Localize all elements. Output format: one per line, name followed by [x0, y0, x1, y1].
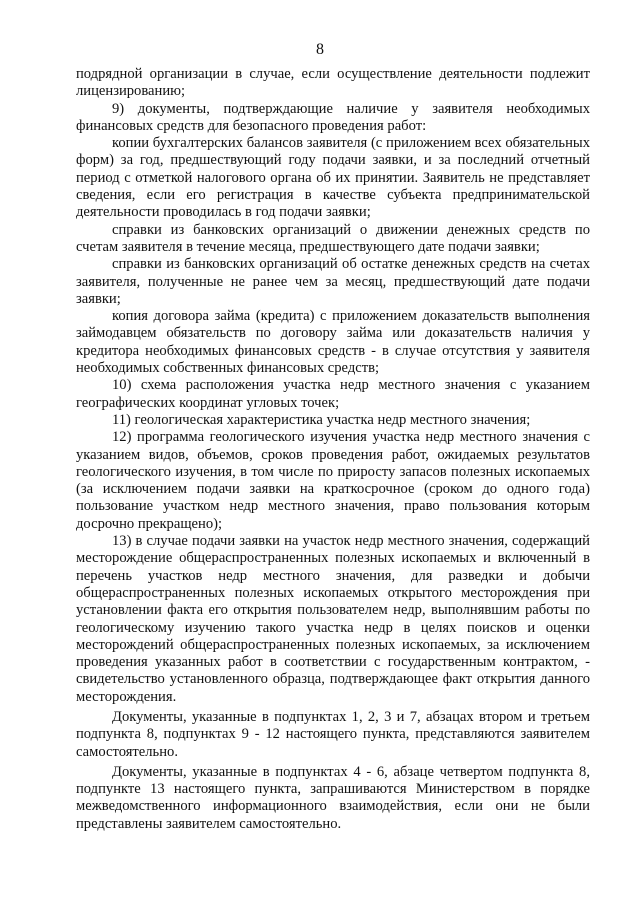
paragraph-self-submitted: Документы, указанные в подпунктах 1, 2, 3 и 7, абзацах втором и третьем подпункта 8, подпунктах 9 - 12 настоящего пункта, представляются заявителем самостоятельно.	[76, 708, 590, 760]
paragraph-interagency-requested: Документы, указанные в подпунктах 4 - 6, абзаце четвертом подпункта 8, подпункте 13 настоящего пункта, запрашиваются Министерством в порядке межведомственного информационного взаимодействия, если они не были представлены заявителем самостоятельно.	[76, 763, 590, 832]
paragraph-item-13: 13) в случае подачи заявки на участок недр местного значения, содержащий месторождение общераспространенных полезных ископаемых и включенный в перечень участков недр местного значения, для разведки и добычи общераспространенных полезных ископаемых открытого месторождения при установлении факта его открытия пользователем недр, выполнявшим работы по геологическому изучению такого участка недр в целях поисков и оценки месторождений общераспространенных полезных ископаемых, за исключением проведения указанных работ в соответствии с государственным контрактом, - свидетельство установленного образца, подтверждающее факт открытия данного месторождения.	[76, 533, 590, 705]
paragraph-loan-copy: копия договора займа (кредита) с приложением доказательств выполнения займодавцем обязательств по договору займа или доказательств наличия у кредитора необходимых финансовых средств - в случае отсутствия у заявителя необходимых собственных финансовых средств;	[76, 308, 590, 377]
paragraph-continuation: подрядной организации в случае, если осуществление деятельности подлежит лицензированию;	[76, 66, 590, 100]
document-body	[76, 66, 590, 833]
paragraph-bank-movement: справки из банковских организаций о движении денежных средств по счетам заявителя в течение месяца, предшествующего дате подачи заявки;	[76, 221, 590, 255]
paragraph-item-10: 10) схема расположения участка недр местного значения с указанием географических координат угловых точек;	[76, 377, 590, 411]
paragraph-item-11: 11) геологическая характеристика участка недр местного значения;	[112, 411, 531, 428]
paragraph-bank-balance: справки из банковских организаций об остатке денежных средств на счетах заявителя, полученные не ранее чем за месяц, предшествующий дате подачи заявки;	[76, 256, 590, 307]
paragraph-item-12: 12) программа геологического изучения участка недр местного значения с указанием видов, объемов, сроков проведения работ, ожидаемых результатов геологического изучения, в том числе по приросту запасов полезных ископаемых (за исключением подачи заявки на краткосрочное (сроком до одного года) пользование участком недр местного значения, право пользования которым досрочно прекращено);	[76, 429, 590, 532]
paragraph-balance-copies: копии бухгалтерских балансов заявителя (с приложением всех обязательных форм) за год, предшествующий году подачи заявки, и за последний отчетный период с отметкой налогового органа об их принятии. Заявитель не представляет сведения, если его регистрация в качестве субъекта предпринимательской деятельности проводилась в год подачи заявки;	[76, 135, 590, 221]
paragraph-item-9: 9) документы, подтверждающие наличие у заявителя необходимых финансовых средств для безопасного проведения работ:	[76, 100, 590, 134]
page-number: 8	[316, 41, 324, 58]
